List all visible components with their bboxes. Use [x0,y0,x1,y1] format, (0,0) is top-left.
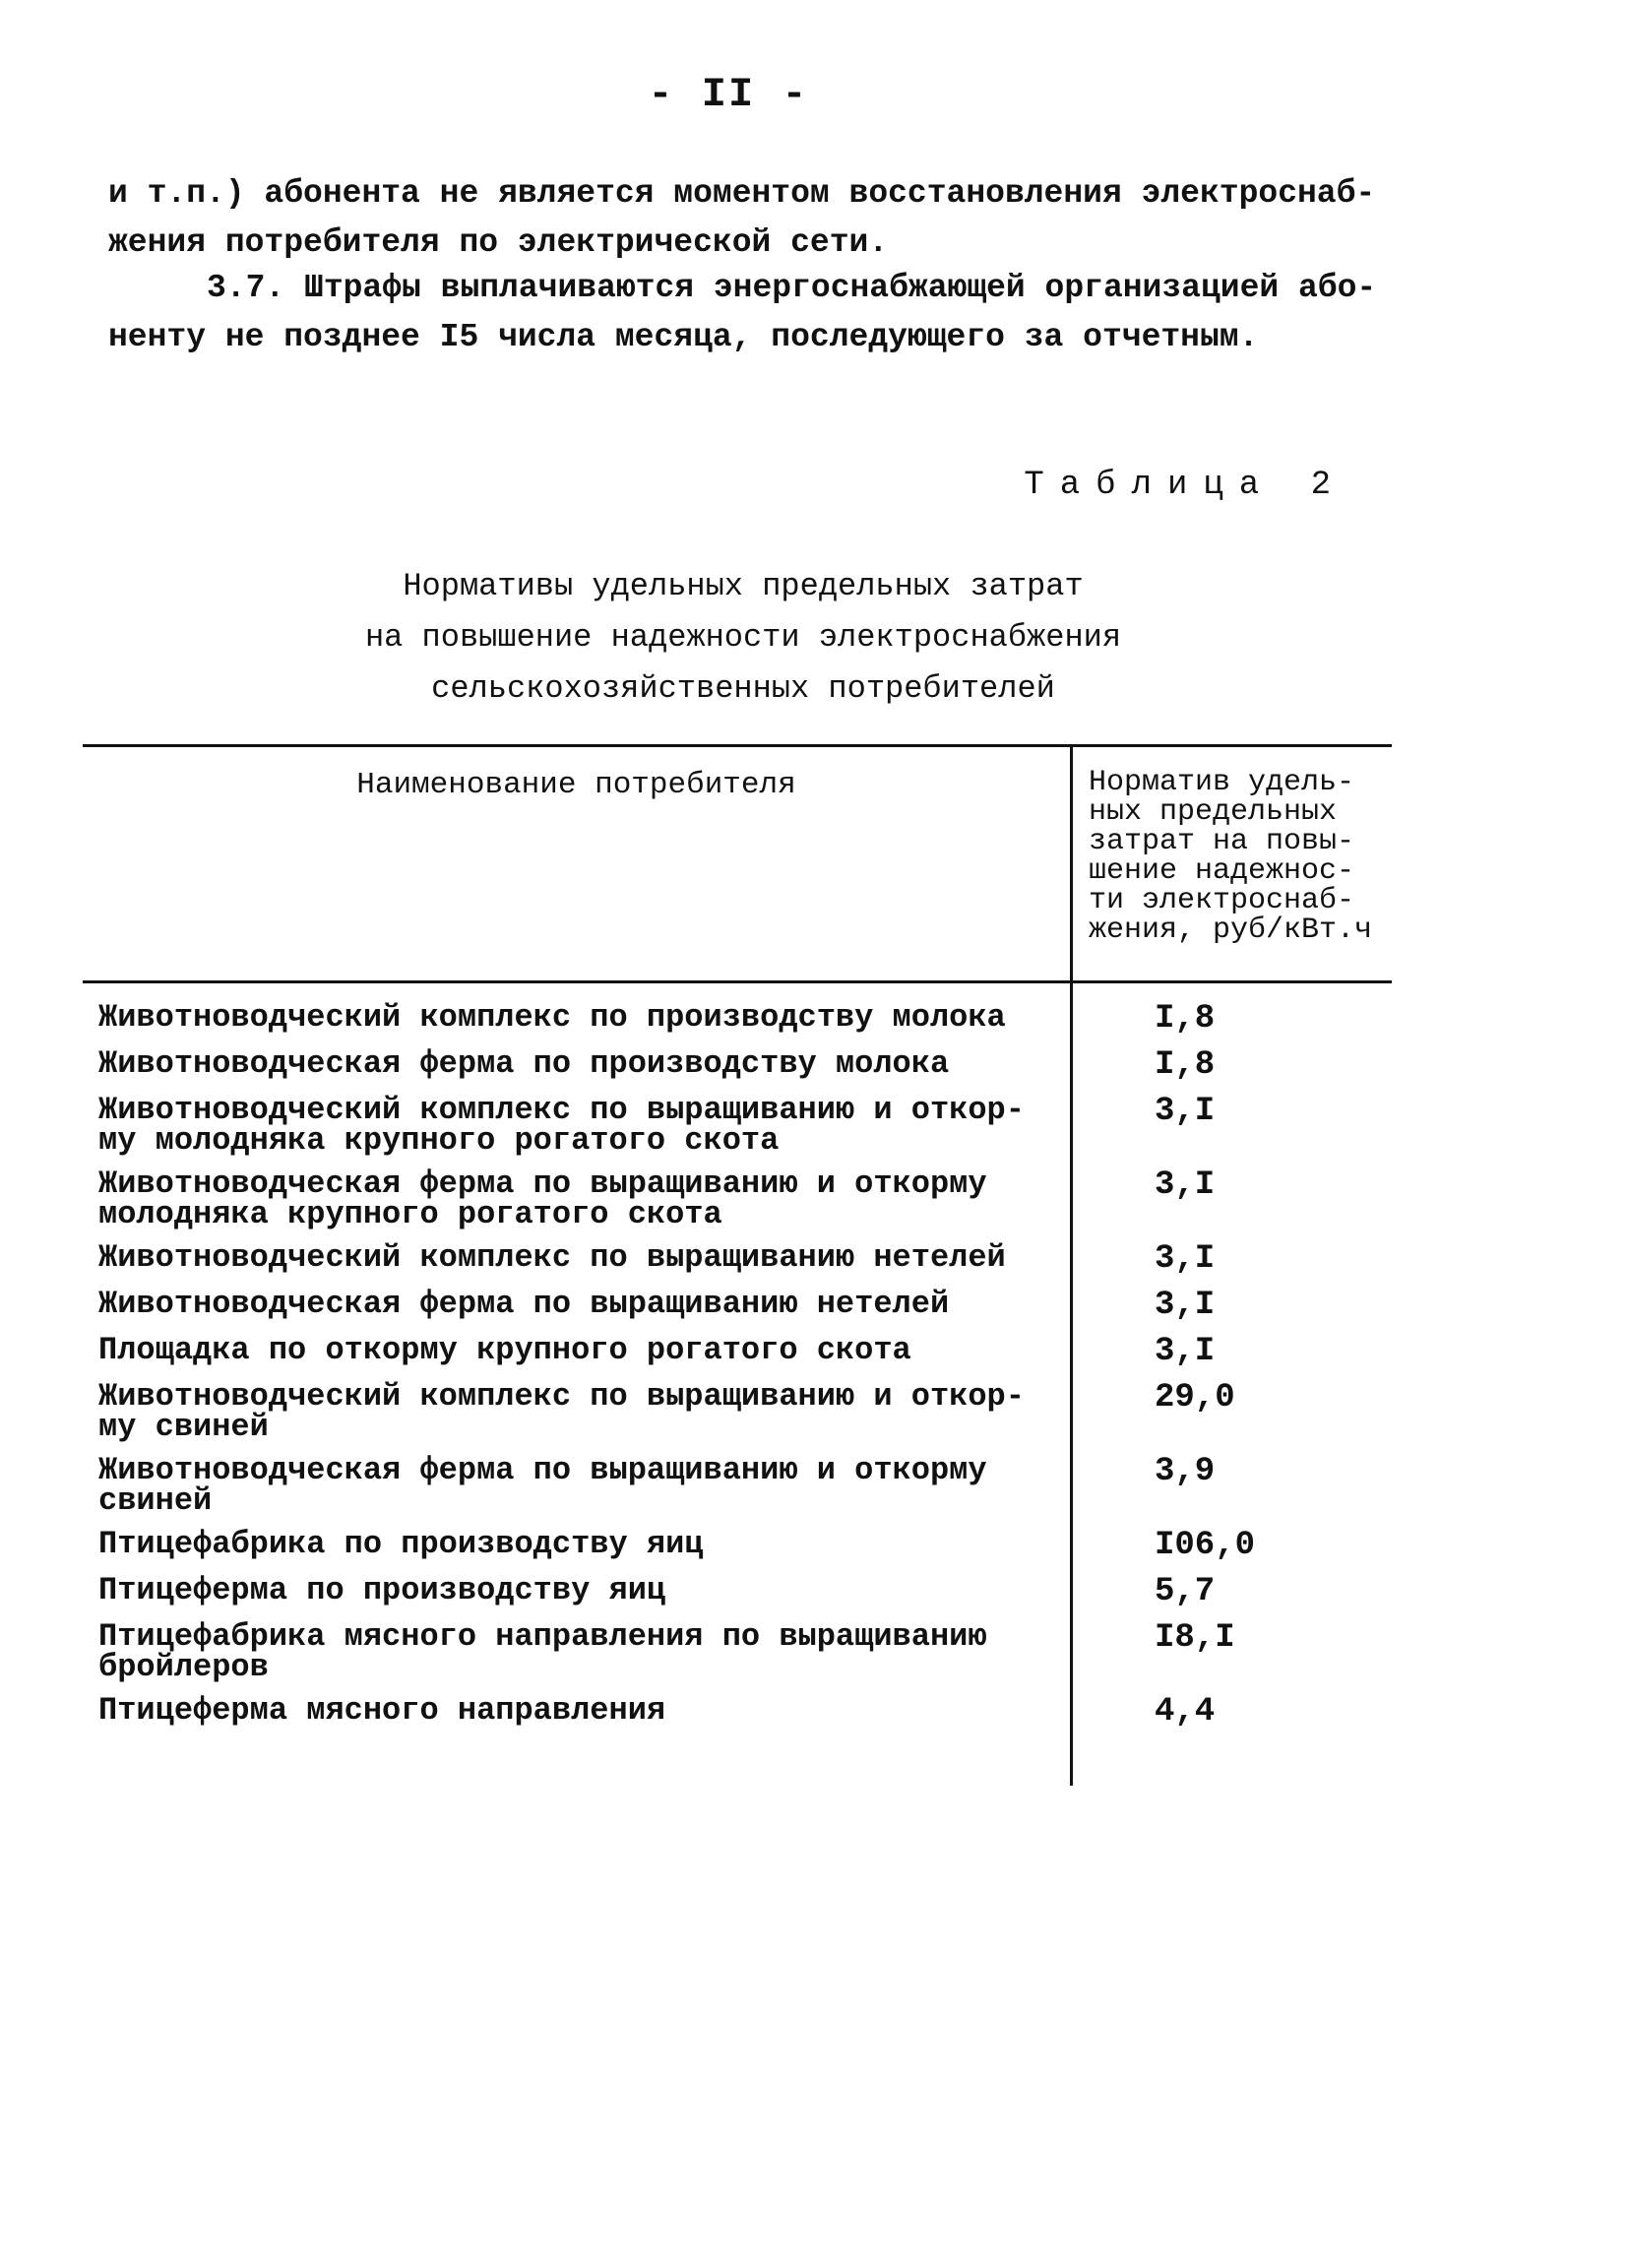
table-row [98,1692,1388,1731]
table-row [98,1526,1388,1564]
column-header-value [1089,768,1394,945]
table-row [98,1618,1388,1685]
norm-value: 3,I [1155,1166,1216,1204]
table-row [98,1286,1388,1324]
consumer-name: Животноводческий комплекс по производству молока [98,999,1006,1036]
table-body [98,999,1388,1741]
consumer-name: Площадка по откорму крупного рогатого скота [98,1332,911,1368]
consumer-name: Животноводческая ферма по выращиванию и откорму молодняка крупного рогатого скота [98,1166,987,1232]
table-top-rule [83,744,1392,747]
paragraph-continuation: и т.п.) абонента не является моментом восстановления электроснаб-жения потребителя по электрической сети. [108,175,1376,261]
norm-value: I,8 [1155,1046,1216,1084]
consumer-name: Птицеферма по производству яиц [98,1572,666,1608]
table-row [98,1092,1388,1159]
column-header-value-line: ти электроснаб- [1089,884,1355,917]
table-title-line: Нормативы удельных предельных затрат [403,568,1084,604]
paragraph-3-7-text: 3.7. Штрафы выплачиваются энергоснабжающей организацией або-ненту не позднее I5 числа месяца, последующего за отчетным. [108,270,1377,355]
column-header-value-line: затрат на повы- [1089,825,1355,858]
norm-value: 3,I [1155,1093,1216,1130]
consumer-name: Животноводческая ферма по производству молока [98,1045,950,1082]
table-row [98,1378,1388,1445]
table-row [98,1572,1388,1610]
consumer-name: Птицефабрика мясного направления по выращиванию бройлеров [98,1618,987,1685]
table-row [98,1452,1388,1519]
column-header-value-line: жения, руб/кВт.ч [1089,914,1373,947]
column-header-value-line: ных предельных [1089,795,1338,829]
table-row [98,1239,1388,1278]
table-title-line: сельскохозяйственных потребителей [431,670,1055,707]
norm-value: I8,I [1155,1619,1235,1657]
norm-value: 3,9 [1155,1453,1216,1490]
norm-value: I06,0 [1155,1527,1256,1564]
consumer-name: Птицеферма мясного направления [98,1692,666,1729]
paragraph-3-7 [108,264,1378,362]
consumer-name: Животноводческая ферма по выращиванию и откорму свиней [98,1452,987,1519]
page-number: - II - [648,71,809,118]
table-title-line: на повышение надежности электроснабжения [364,619,1122,656]
table-title [305,561,1181,715]
consumer-name: Животноводческий комплекс по выращиванию и откор-му молодняка крупного рогатого скота [98,1092,1025,1159]
table-header-rule [83,980,1392,983]
norm-value: 5,7 [1155,1573,1216,1610]
consumer-name: Птицефабрика по производству яиц [98,1526,704,1562]
norm-value: 29,0 [1155,1379,1235,1417]
norm-value: I,8 [1155,1000,1216,1038]
column-header-name: Наименование потребителя [356,768,796,802]
consumer-name: Животноводческая ферма по выращиванию нетелей [98,1286,950,1322]
column-header-value-line: шение надежнос- [1089,854,1355,888]
table-row [98,1166,1388,1232]
table-row [98,999,1388,1038]
consumer-name: Животноводческий комплекс по выращиванию и откор-му свиней [98,1378,1025,1445]
norm-value: 3,I [1155,1333,1216,1370]
table-label: Таблица 2 [1024,467,1346,504]
norm-value: 3,I [1155,1287,1216,1324]
column-header-value-line: Норматив удель- [1089,766,1355,799]
norm-value: 4,4 [1155,1693,1216,1731]
table-row [98,1332,1388,1370]
table-row [98,1045,1388,1084]
norm-value: 3,I [1155,1240,1216,1278]
consumer-name: Животноводческий комплекс по выращиванию нетелей [98,1239,1006,1276]
